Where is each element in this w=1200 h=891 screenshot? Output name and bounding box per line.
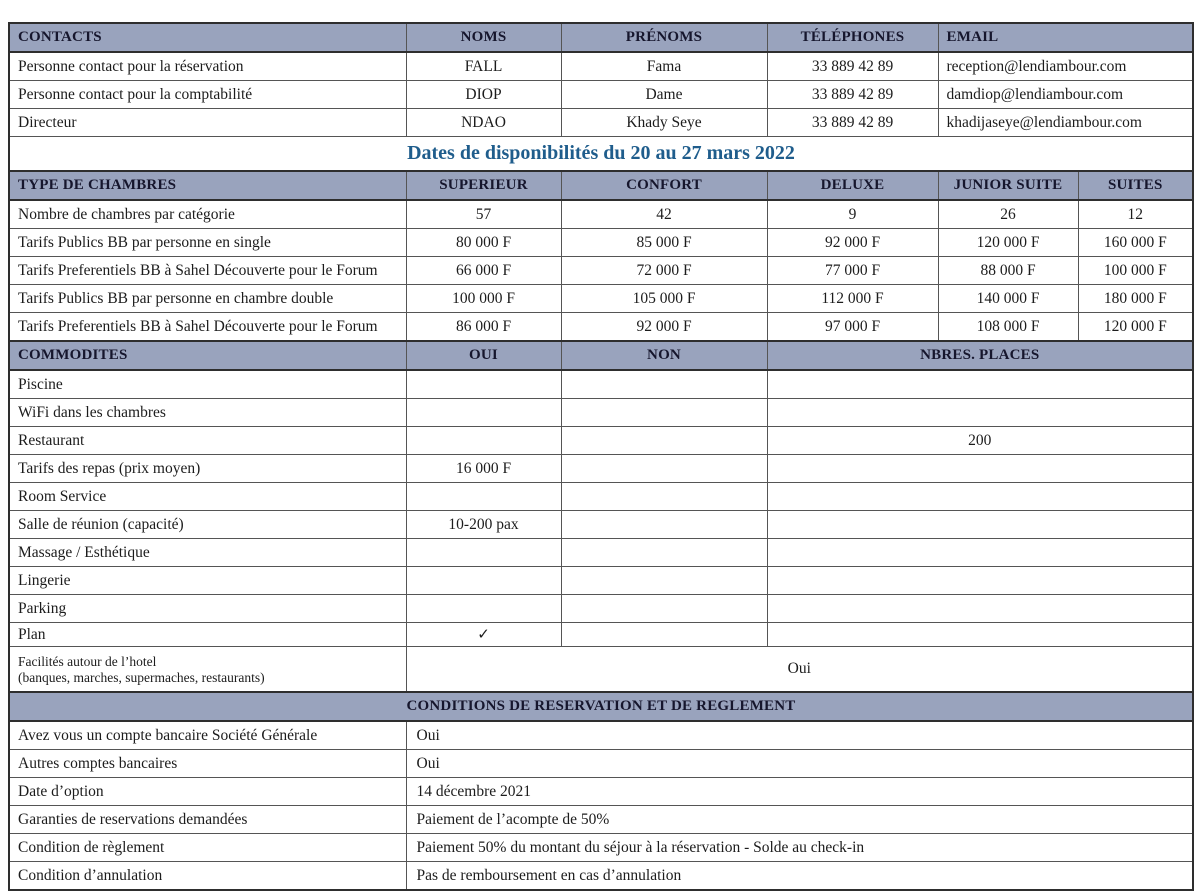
contact-email: damdiop@lendiambour.com [938,81,1193,109]
contact-telephone: 33 889 42 89 [767,52,938,81]
room-row-label: Tarifs Publics BB par personne en chambre double [9,285,406,313]
commodite-non-cell [561,595,767,623]
room-value: 100 000 F [1078,257,1193,285]
commodite-places-cell [767,370,1193,399]
rooms-header-confort: CONFORT [561,171,767,200]
commodite-non-cell [561,511,767,539]
contact-prenom: Khady Seye [561,109,767,137]
contact-nom: DIOP [406,81,561,109]
commodite-non-cell [561,623,767,647]
conditions-header: CONDITIONS DE RESERVATION ET DE REGLEMENT [9,692,1193,721]
contacts-header-prenoms: PRÉNOMS [561,23,767,52]
condition-label: Date d’option [9,778,406,806]
contact-row [9,81,1193,109]
room-value: 108 000 F [938,313,1078,342]
commodite-non-cell [561,399,767,427]
condition-row [9,834,1193,862]
room-row [9,313,1193,342]
condition-value: Paiement de l’acompte de 50% [406,806,1193,834]
commodite-label: Massage / Esthétique [9,539,406,567]
facilities-value: Oui [406,647,1193,693]
room-value: 180 000 F [1078,285,1193,313]
room-value: 85 000 F [561,229,767,257]
commodite-oui-cell [406,567,561,595]
room-row [9,229,1193,257]
commodite-places-cell [767,623,1193,647]
commodite-label: Tarifs des repas (prix moyen) [9,455,406,483]
room-value: 77 000 F [767,257,938,285]
commodites-header: COMMODITES [9,341,406,370]
commodite-row [9,455,1193,483]
commodite-label: Room Service [9,483,406,511]
room-row-label: Nombre de chambres par catégorie [9,200,406,229]
condition-value: Oui [406,750,1193,778]
commodite-label: Parking [9,595,406,623]
room-row [9,200,1193,229]
commodites-header-non: NON [561,341,767,370]
commodite-oui-cell [406,427,561,455]
commodite-label: Restaurant [9,427,406,455]
availability-title-row [9,137,1193,172]
contact-label: Personne contact pour la réservation [9,52,406,81]
rooms-header-deluxe: DELUXE [767,171,938,200]
commodite-places-cell [767,567,1193,595]
commodite-row [9,370,1193,399]
commodite-label: Piscine [9,370,406,399]
condition-label: Autres comptes bancaires [9,750,406,778]
rooms-header-superieur: SUPERIEUR [406,171,561,200]
contacts-header-email: EMAIL [938,23,1193,52]
room-value: 72 000 F [561,257,767,285]
room-value: 105 000 F [561,285,767,313]
condition-row [9,862,1193,891]
contact-prenom: Fama [561,52,767,81]
commodite-places-cell [767,483,1193,511]
condition-row [9,778,1193,806]
contacts-header-row [9,23,1193,52]
commodite-non-cell [561,427,767,455]
room-value: 140 000 F [938,285,1078,313]
condition-label: Avez vous un compte bancaire Société Générale [9,721,406,750]
facilities-label-line2: (banques, marches, supermaches, restaurants) [18,669,265,685]
room-row [9,285,1193,313]
room-value: 120 000 F [938,229,1078,257]
commodites-header-row [9,341,1193,370]
condition-label: Condition de règlement [9,834,406,862]
condition-value: Pas de remboursement en cas d’annulation [406,862,1193,891]
commodite-non-cell [561,370,767,399]
commodite-oui-cell [406,595,561,623]
commodite-row [9,427,1193,455]
commodite-row [9,511,1193,539]
room-value: 57 [406,200,561,229]
room-value: 92 000 F [561,313,767,342]
commodite-oui-cell [406,539,561,567]
room-value: 100 000 F [406,285,561,313]
commodite-row [9,623,1193,647]
commodite-label: Plan [9,623,406,647]
room-value: 12 [1078,200,1193,229]
room-value: 120 000 F [1078,313,1193,342]
commodite-oui-cell: 16 000 F [406,455,561,483]
contact-prenom: Dame [561,81,767,109]
commodite-places-cell [767,399,1193,427]
contact-telephone: 33 889 42 89 [767,109,938,137]
contact-row [9,52,1193,81]
commodites-header-oui: OUI [406,341,561,370]
commodite-non-cell [561,539,767,567]
contacts-header-telephones: TÉLÉPHONES [767,23,938,52]
room-value: 42 [561,200,767,229]
contact-label: Personne contact pour la comptabilité [9,81,406,109]
contact-nom: FALL [406,52,561,81]
commodite-row [9,595,1193,623]
contact-row [9,109,1193,137]
condition-value: Oui [406,721,1193,750]
commodite-oui-cell: 10-200 pax [406,511,561,539]
condition-value: Paiement 50% du montant du séjour à la réservation - Solde au check-in [406,834,1193,862]
commodite-row [9,567,1193,595]
room-value: 80 000 F [406,229,561,257]
room-value: 92 000 F [767,229,938,257]
facilities-row [9,647,1193,693]
condition-label: Condition d’annulation [9,862,406,891]
commodite-label: Lingerie [9,567,406,595]
commodite-places-cell [767,455,1193,483]
rooms-header-suites: SUITES [1078,171,1193,200]
rooms-header-type: TYPE DE CHAMBRES [9,171,406,200]
commodite-oui-cell [406,399,561,427]
commodites-header-places: NBRES. PLACES [767,341,1193,370]
contacts-header-noms: NOMS [406,23,561,52]
condition-label: Garanties de reservations demandées [9,806,406,834]
contact-label: Directeur [9,109,406,137]
room-value: 66 000 F [406,257,561,285]
room-value: 160 000 F [1078,229,1193,257]
checkmark-icon: ✓ [406,623,561,647]
availability-title: Dates de disponibilités du 20 au 27 mars 2022 [9,137,1193,172]
room-value: 26 [938,200,1078,229]
room-row [9,257,1193,285]
condition-row [9,806,1193,834]
commodite-row [9,539,1193,567]
room-row-label: Tarifs Publics BB par personne en single [9,229,406,257]
facilities-label [9,647,406,693]
room-row-label: Tarifs Preferentiels BB à Sahel Découverte pour le Forum [9,313,406,342]
commodite-places-cell: 200 [767,427,1193,455]
commodite-non-cell [561,455,767,483]
commodite-places-cell [767,595,1193,623]
commodite-non-cell [561,483,767,511]
rooms-header-row [9,171,1193,200]
contact-telephone: 33 889 42 89 [767,81,938,109]
room-value: 112 000 F [767,285,938,313]
commodite-label: Salle de réunion (capacité) [9,511,406,539]
commodite-row [9,399,1193,427]
commodite-places-cell [767,539,1193,567]
commodite-oui-cell [406,370,561,399]
contacts-header: CONTACTS [9,23,406,52]
contact-email: reception@lendiambour.com [938,52,1193,81]
conditions-header-row [9,692,1193,721]
room-row-label: Tarifs Preferentiels BB à Sahel Découverte pour le Forum [9,257,406,285]
commodite-oui-cell [406,483,561,511]
room-value: 97 000 F [767,313,938,342]
room-value: 9 [767,200,938,229]
condition-row [9,750,1193,778]
condition-row [9,721,1193,750]
contact-email: khadijaseye@lendiambour.com [938,109,1193,137]
facilities-label-line1: Facilités autour de l’hotel [18,653,157,669]
commodite-non-cell [561,567,767,595]
room-value: 86 000 F [406,313,561,342]
commodite-places-cell [767,511,1193,539]
hotel-info-table [8,22,1194,891]
condition-value: 14 décembre 2021 [406,778,1193,806]
commodite-label: WiFi dans les chambres [9,399,406,427]
commodite-row [9,483,1193,511]
contact-nom: NDAO [406,109,561,137]
rooms-header-junior-suite: JUNIOR SUITE [938,171,1078,200]
room-value: 88 000 F [938,257,1078,285]
